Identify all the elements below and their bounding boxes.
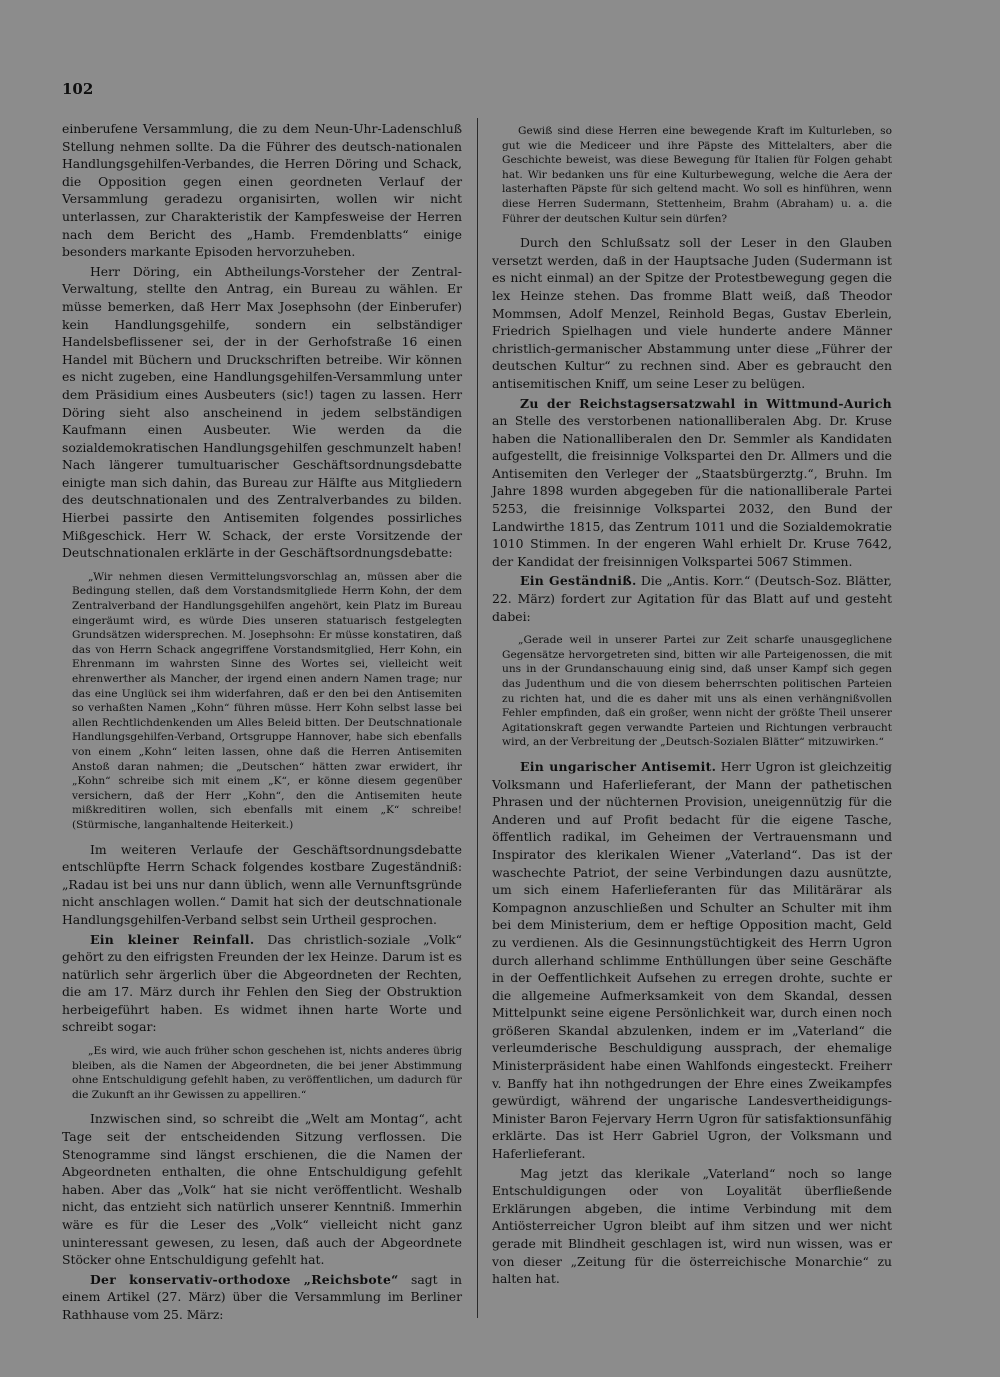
paragraph-text: Die „Antis. Korr.“ (Deutsch-Soz. Blätter, 22. März) fordert zur Agitation für das Blatt auf und gesteht dabei: bbox=[492, 573, 892, 624]
section-paragraph bbox=[62, 1271, 462, 1324]
quote-block: „Wir nehmen diesen Vermittelungsvorschlag an, müssen aber die Bedingung stellen, daß dem Vorstandsmitgliede Herrn Kohn, der dem Zentralverband der Handlungsgehilfen angehört, kein Platz im Bureau eingeräumt wird, es würde Dies unseren statuarisch festgelegten Grundsätzen widersprechen. M. Josephsohn: Er müsse konstatiren, daß das von Herrn Schack angegriffene Vorstandsmitglied, Herr Kohn, ein Ehrenmann im wahrsten Sinne des Wortes sei, vielleicht weit ehrenwerther als Mancher, der irgend einen andern Namen trage; nur das eine Unglück sei ihm widerfahren, daß er den bei den Antisemiten so verhaßten Namen „Kohn“ führen müsse. Herr Kohn selbst lasse bei allen Rechtlichdenkenden um Alles Beleid bitten. Der Deutschnationale Handlungsgehilfen-Verband, Ortsgruppe Hannover, habe sich ebenfalls von einem „Kohn“ leiten lassen, ohne daß die Herren Antisemiten Anstoß daran nahmen; die „Deutschen“ hätten zwar erwidert, ihr „Kohn“ schreibe sich mit einem „K“, er könne diesem gegenüber versichern, daß der Herr „Kohn“, den die Antisemiten heute mißkreditiren wollen, sich ebenfalls mit einem „K“ schreibe! (Stürmische, langanhaltende Heiterkeit.) bbox=[72, 570, 462, 831]
section-heading: Ein Geständniß. bbox=[520, 573, 637, 589]
section-paragraph bbox=[492, 758, 892, 1163]
quote-block: Gewiß sind diese Herren eine bewegende Kraft im Kulturleben, so gut wie die Mediceer und ihre Päpste des Mittelalters, aber die Geschichte beweist, was diese Bewegung für Italien für Folgen gehabt hat. Wir bedanken uns für eine Kulturbewegung, welche die Aera der lasterhaften Päpste für sich geltend macht. Wo soll es hinführen, wenn diese Herren Sudermann, Stettenheim, Brahm (Abraham) u. a. die Führer der deutschen Kultur sein dürfen? bbox=[502, 125, 892, 225]
right-column bbox=[492, 120, 892, 1290]
paragraph: einberufene Versammlung, die zu dem Neun-Uhr-Ladenschluß Stellung nehmen sollte. Da die Führer des deutsch-nationalen Handlungsgehilfen-Verbandes, die Herren Döring und Schack, die Opposition gegen einen geordneten Verlauf der Versammlung geradezu organisirten, wollen wir nicht unterlassen, zur Charakteristik der Kampfesweise der Herren nach dem Bericht des „Hamb. Fremdenblatts“ einige besonders markante Episoden hervorzuheben. bbox=[62, 121, 462, 260]
section-heading: Ein kleiner Reinfall. bbox=[90, 931, 255, 947]
left-column bbox=[62, 120, 462, 1326]
page-number: 102 bbox=[62, 80, 94, 98]
paragraph: Inzwischen sind, so schreibt die „Welt am Montag“, acht Tage seit der entscheidenden Sitzung verflossen. Die Stenogramme sind längst erschienen, die die Namen der Abgeordneten enthalten, die ohne Entschuldigung gefehlt haben. Aber das „Volk“ hat sie nicht veröffentlicht. Weshalb nicht, das entzieht sich natürlich unserer Kenntniß. Immerhin wäre es für die Leser des „Volk“ vielleicht nicht ganz uninteressant gewesen, zu lesen, daß auch der Abgeordnete Stöcker ohne Entschuldigung gefehlt hat. bbox=[62, 1111, 462, 1268]
paragraph: Herr Döring, ein Abtheilungs-Vorsteher der Zentral-Verwaltung, stellte den Antrag, ein Bureau zu wählen. Er müsse bemerken, daß Herr Max Josephsohn (der Einberufer) kein Handlungsgehilfe, sondern ein selbständiger Handelsbeflissener sei, der in der Gerhofstraße 16 einen Handel mit Büchern und Druckschriften betreibe. Wir können es nicht zugeben, eine Handlungsgehilfen-Versammlung unter dem Präsidium eines Ausbeuters (sic!) tagen zu lassen. Herr Döring sieht also anscheinend in jedem selbständigen Kaufmann einen Ausbeuter. Wie werden da die sozialdemokratischen Handlungsgehilfen geschmunzelt haben! Nach längerer tumultuarischer Geschäftsordnungsdebatte einigte man sich dahin, das Bureau zur Hälfte aus Mitgliedern des deutschnationalen und des Zentralverbandes zu bilden. Hierbei passirte den Antisemiten folgendes possirliches Mißgeschick. Herr W. Schack, der erste Vorsitzende der Deutschnationalen erklärte in der Geschäftsordnungsdebatte: bbox=[62, 263, 462, 561]
paragraph: Durch den Schlußsatz soll der Leser in den Glauben versetzt werden, daß in der Hauptsache Juden (Sudermann ist es nicht einmal) an der Spitze der Protestbewegung gegen die lex Heinze stehen. Das fromme Blatt weiß, daß Theodor Mommsen, Adolf Menzel, Reinhold Begas, Gustav Eberlein, Friedrich Spielhagen und viele hunderte andere Männer christlich-germanischer Abstammung unter diese „Führer der deutschen Kultur“ zu rechnen sind. Aber es gebraucht den antisemitischen Kniff, um seine Leser zu belügen. bbox=[492, 235, 892, 391]
paragraph-text: Das christlich-soziale „Volk“ gehört zu den eifrigsten Freunden der lex Heinze. Darum ist es natürlich sehr ärgerlich über die Abgeordneten der Rechten, die am 17. März durch ihr Fehlen den Sieg der Obstruktion herbeigeführt haben. Es widmet ihnen harte Worte und schreibt sogar: bbox=[62, 931, 463, 1035]
column-divider bbox=[477, 118, 478, 1318]
section-heading: Ein ungarischer Antisemit. bbox=[520, 758, 717, 774]
paragraph-text: an Stelle des verstorbenen nationalliberalen Abg. Dr. Kruse haben die Nationalliberalen den Dr. Semmler als Kandidaten aufgestellt, die freisinnige Volkspartei den Dr. Allmers und die Antisemiten den Verleger der „Staatsbürgerztg.“, Bruhn. Im Jahre 1898 wurden abgegeben für die nationalliberale Partei 5253, die freisinnige Volkspartei 2032, den Bund der Landwirthe 1815, das Zentrum 1011 und die Sozialdemokratie 1010 Stimmen. In der engeren Wahl erhielt Dr. Kruse 7642, der Kandidat der freisinnigen Volkspartei 5067 Stimmen. bbox=[492, 413, 892, 569]
paragraph: Im weiteren Verlaufe der Geschäftsordnungsdebatte entschlüpfte Herrn Schack folgendes kostbare Zugeständniß: „Radau ist bei uns nur dann üblich, wenn alle Vernunftsgründe nicht anschlagen wollen.“ Damit hat sich der deutschnationale Handlungsgehilfen-Verband selbst sein Urtheil gesprochen. bbox=[62, 841, 462, 927]
paragraph: Mag jetzt das klerikale „Vaterland“ noch so lange Entschuldigungen oder von Loyalität überfließende Erklärungen abgeben, die intime Verbindung mit dem Antiösterreicher Ugron bleibt auf ihm sitzen und wer nicht gerade mit Blindheit geschlagen ist, wird nun wissen, was er von dieser „Zeitung für die österreichische Monarchie“ zu halten hat. bbox=[492, 1165, 892, 1287]
section-paragraph bbox=[62, 931, 462, 1037]
quote-block: „Es wird, wie auch früher schon geschehen ist, nichts anderes übrig bleiben, als die Namen der Abgeordneten, die bei jener Abstimmung ohne Entschuldigung gefehlt haben, zu veröffentlichen, um dadurch für die Zukunft an ihr Gewissen zu appelliren.“ bbox=[72, 1045, 462, 1101]
quote-block: „Gerade weil in unserer Partei zur Zeit scharfe unausgeglichene Gegensätze hervorgetreten sind, bitten wir alle Parteigenossen, die mit uns in der Grundanschauung einig sind, daß unser Kampf sich gegen das Judenthum und die von diesem beherrschten politischen Parteien zu richten hat, und die es daher mit uns als einen verhängnißvollen Fehler empfinden, daß ein großer, wenn nicht der größte Theil unserer Agitationskraft gegen verwandte Parteien und Richtungen verbraucht wird, an der Verbreitung der „Deutsch-Sozialen Blätter“ mitzuwirken.“ bbox=[502, 634, 892, 749]
section-paragraph bbox=[492, 572, 892, 625]
paragraph-text: Herr Ugron ist gleichzeitig Volksmann und Haferlieferant, der Mann der pathetischen Phrasen und der nüchternen Provision, uneigennützig für die Anderen und auf Profit bedacht für die eigene Tasche, öffentlich radikal, im Geheimen der Vertrauensmann und Inspirator des klerikalen Wiener „Vaterland“. Das ist der waschechte Patriot, der seine Verbindungen dazu ausnützte, um sich einem Haferlieferanten für das Militärärar als Kompagnon anzuschließen und Schulter an Schulter mit ihm bei dem Ministerium, dem er heftige Opposition macht, Geld zu verdienen. Als die Gesinnungstüchtigkeit des Herrn Ugron durch allerhand schlimme Enthüllungen über seine Geschäfte in der Oeffentlichkeit Aufsehen zu erregen drohte, suchte er die allgemeine Aufmerksamkeit von dem Skandal, dessen Mittelpunkt seine eigene Persönlichkeit war, durch einen noch größeren Skandal abzulenken, indem er im „Vaterland“ die verleumderische Beschuldigung aussprach, der ehemalige Ministerpräsident habe einen Wahlfonds eingesteckt. Freiherr v. Banffy hat ihn nothgedrungen der Ehre eines Zweikampfes gewürdigt, während der ungarische Landesvertheidigungs-Minister Baron Fejervary Herrn Ugron für satisfaktionsunfähig erklärte. Das ist Herr Gabriel Ugron, der Volksmann und Haferlieferant. bbox=[492, 758, 892, 1162]
section-heading: Der konservativ-orthodoxe „Reichsbote“ bbox=[90, 1271, 399, 1287]
section-heading: Zu der Reichstagsersatzwahl in Wittmund-Aurich bbox=[520, 395, 892, 411]
section-paragraph bbox=[492, 395, 892, 571]
paragraph-text: sagt in einem Artikel (27. März) über die Versammlung im Berliner Rathhause vom 25. März: bbox=[62, 1271, 463, 1322]
